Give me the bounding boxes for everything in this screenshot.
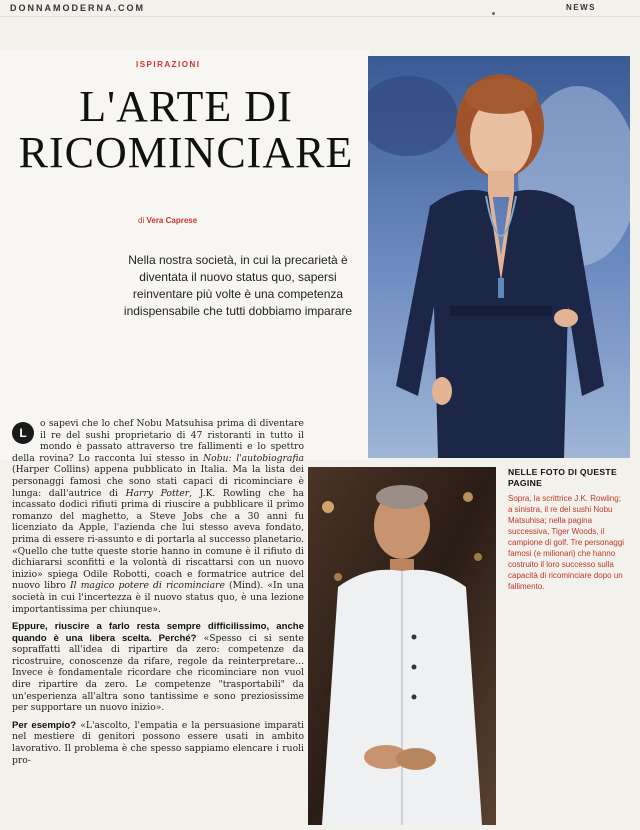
article-body (12, 418, 304, 772)
dropcap: L (12, 422, 34, 444)
paragraph-3 (12, 720, 304, 766)
masthead (0, 0, 640, 16)
question-1: Eppure, riuscire a farlo resta sempre difficilissimo, anche quando è una libera scelta. Perché? (12, 621, 304, 644)
photo-nobu (308, 467, 496, 825)
p1-text-a: o sapevi che lo chef Nobu Matsuhisa prima di diventare il re del sushi proprietario di 47 ristoranti in tutto il mondo è passato attraverso tre fallimenti e lo spettro della rovina? Lo racconta lui stesso in (12, 418, 304, 464)
paragraph-1 (12, 418, 304, 615)
p1-text-b: (Harper Collins) appena pubblicato in Italia. Ma la lista dei personaggi famosi che sono stati capaci di ricominciare è lunga: dall'autrice di (12, 464, 304, 499)
p1-book2-title: Il magico potere di ricominciare (70, 580, 225, 592)
separator-dot (492, 12, 495, 15)
p1-hp-title: Harry Potter (125, 487, 190, 499)
section-label: NEWS (566, 3, 596, 12)
title-line-1: L'ARTE DI (79, 82, 293, 131)
site-name: DONNAMODERNA.COM (10, 3, 145, 13)
p1-book-title: Nobu: l'autobiografia (203, 452, 304, 464)
article-title (6, 84, 366, 176)
byline (138, 216, 197, 225)
caption-text: Sopra, la scrittrice J.K. Rowling; a sinistra, il re del sushi Nobu Matsuhisa; nella pagina successiva, Tiger Woods, il campione di golf. Tre personaggi famosi (e milionari) che hanno costruito il loro successo sulla capacità di ricominciare dopo un fallimento. (508, 494, 625, 591)
paragraph-2 (12, 621, 304, 714)
question-2: Per esempio? (12, 719, 77, 731)
kicker: ISPIRAZIONI (136, 60, 201, 69)
standfirst: Nella nostra società, in cui la precarietà è diventata il nuovo status quo, sapersi reinventare più volte è una competenza indispensabile che tutti dobbiamo imparare (123, 253, 353, 318)
p1-text-c: , J.K. Rowling che ha incassato dodici rifiuti prima di riuscire a pubblicare il primo romanzo del maghetto, a Steve Jobs che a 30 anni fu licenziato da Apple, l'azienda che lui stesso aveva fondato, prima di essere ri-assunto e di portarla al successo planetario. «Quello che tutte queste storie hanno in comune è il rifiuto di dichiararsi sconfitti e la volontà di riscattarsi con un nuovo inizio» spiega Odile Robotti, coach e formatrice autrice del nuovo libro (12, 487, 304, 592)
author-name: Vera Caprese (146, 216, 198, 225)
top-rule (0, 16, 640, 17)
caption-title: NELLE FOTO DI QUESTE PAGINE (508, 467, 617, 488)
answer-1: «Spesso ci si sente sopraffatti all'idea di ripartire da zero: competenze da ricostruire, conoscenze da rifare, regole da reinterpretare... Invece è fondamentale ricordare che ricominciare non vuol dire ripartire da zero. Le competenze "trasportabili" da un'esperienza all'altra sono tantissime e sono preziosissime per supportare un nuovo inizio». (12, 632, 304, 714)
title-line-2: RICOMINCIARE (18, 128, 354, 177)
p1-text-d: (Mind). «In una società in cui l'incertezza è il nuovo status quo, è una lezione importantissima per chiunque». (12, 580, 304, 615)
byline-prefix: di (138, 216, 145, 225)
answer-2: «L'ascolto, l'empatia e la persuasione imparati nel mestiere di genitori possono essere usati in ambito lavorativo. Il problema è che spesso sappiamo elencare i ruoli pro- (12, 719, 304, 766)
photo-caption (508, 467, 626, 592)
photo-rowling (368, 56, 630, 458)
